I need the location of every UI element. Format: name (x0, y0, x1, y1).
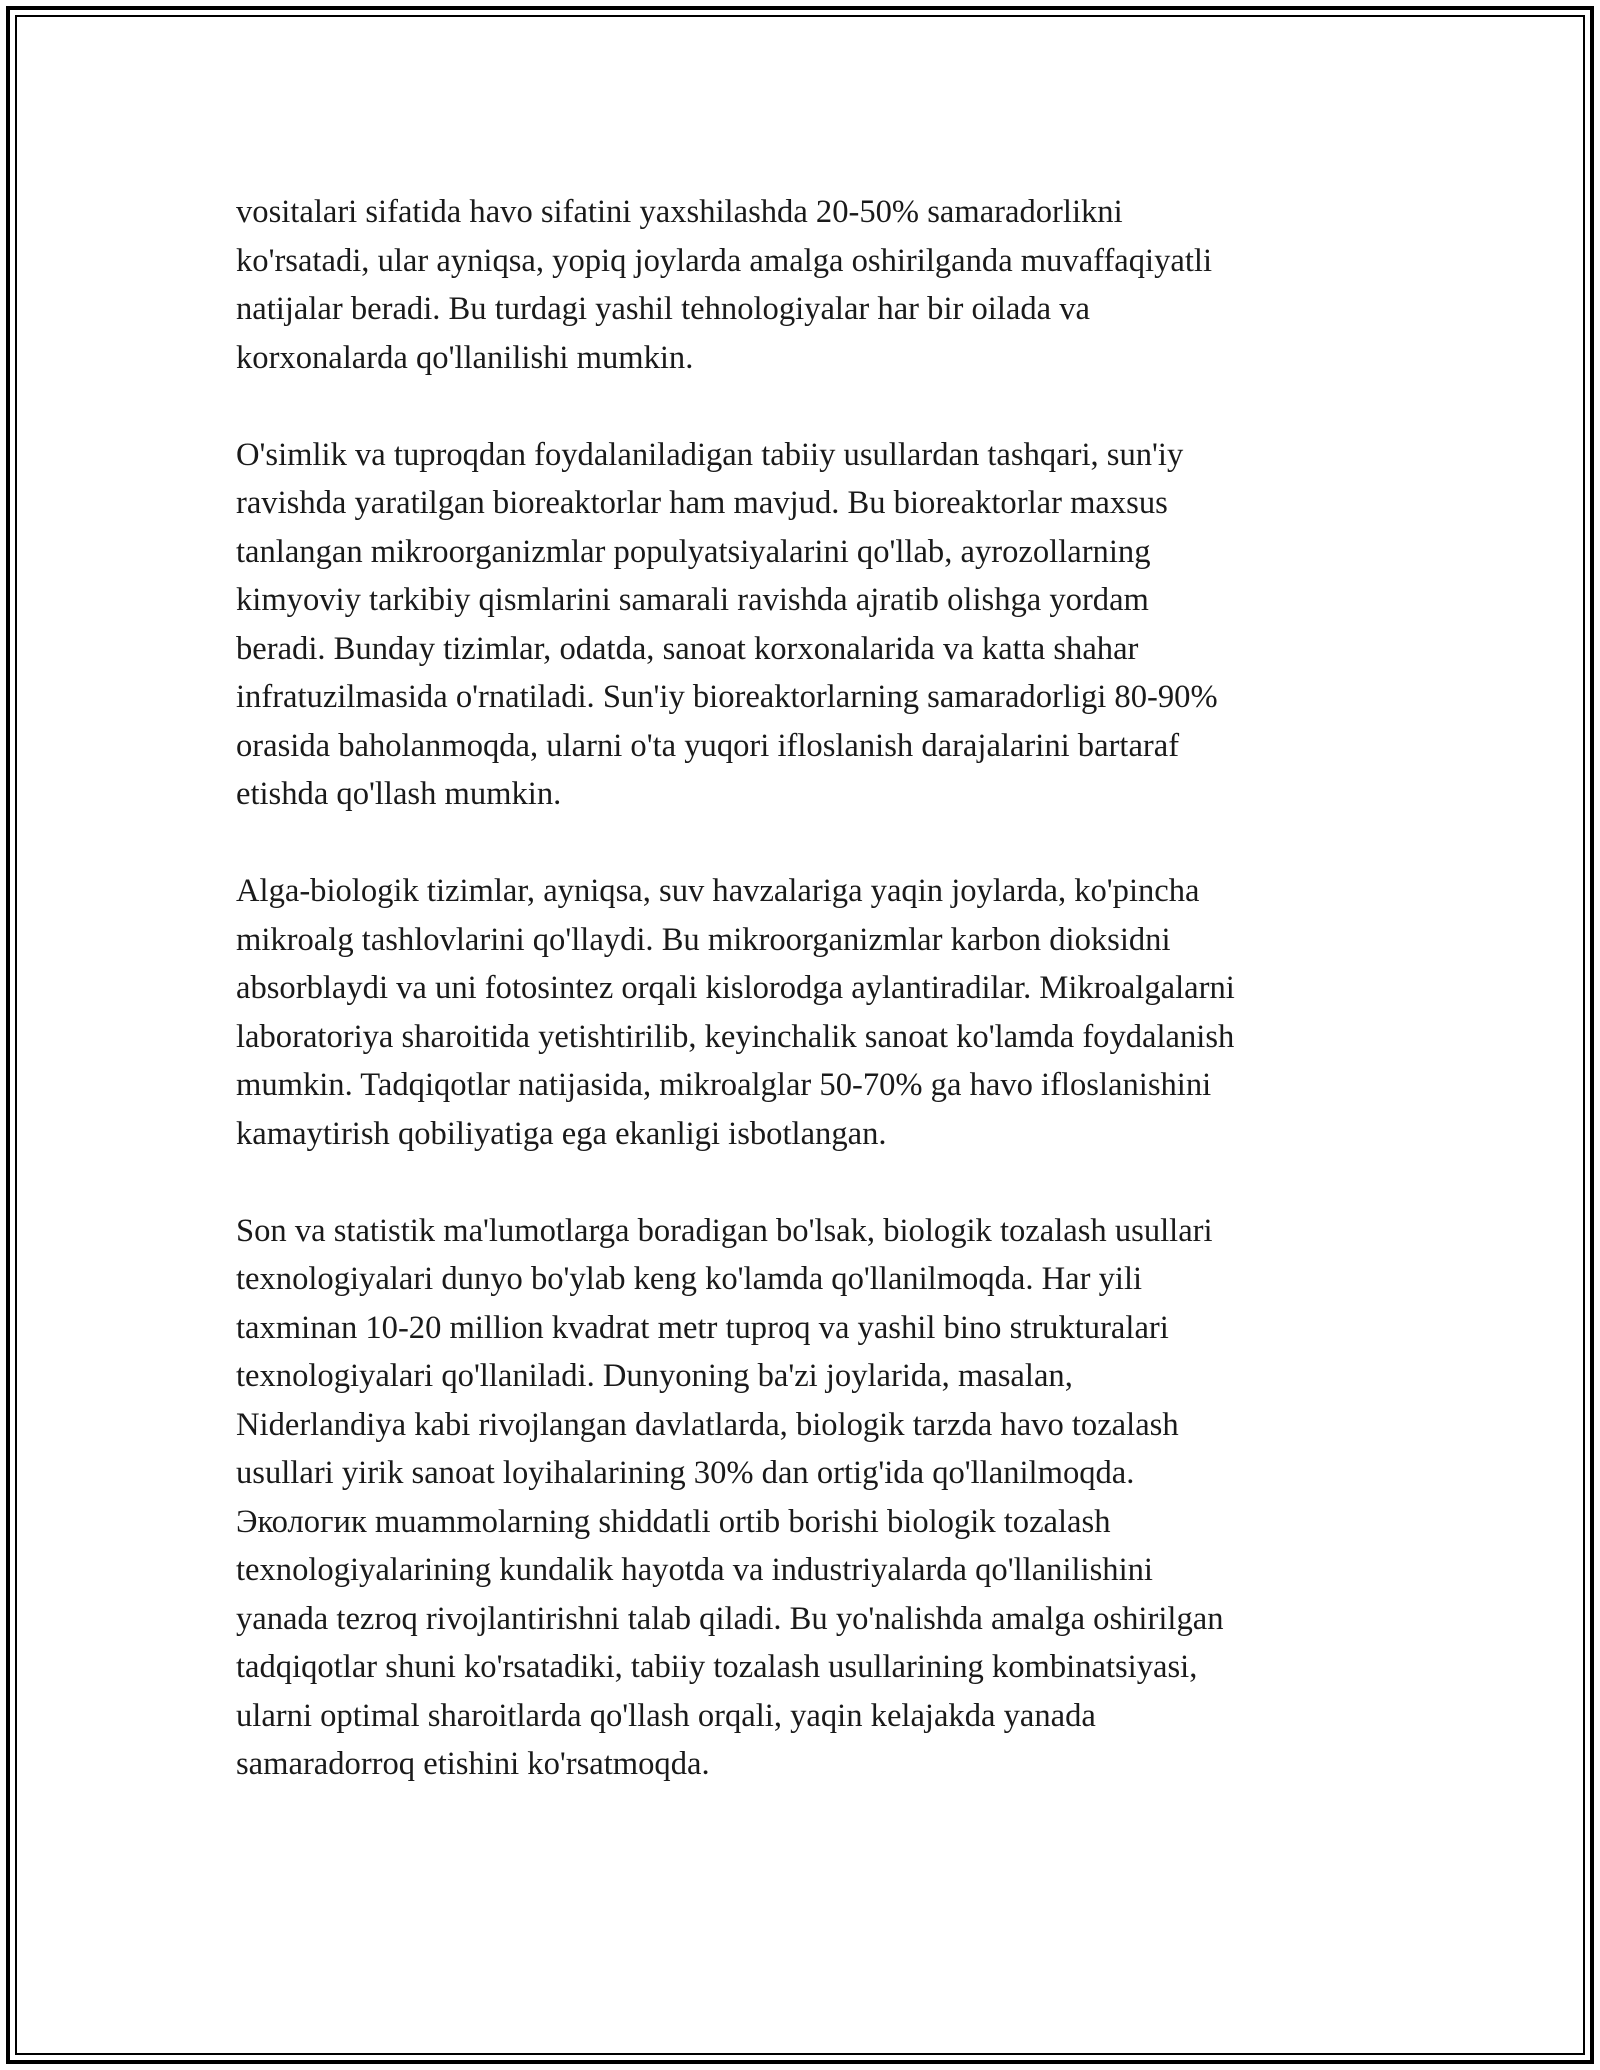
text-line: texnologiyalarining kundalik hayotda va industriyalarda qo'llanilishini (236, 1552, 1153, 1588)
paragraph (236, 867, 1406, 1158)
text-line: kimyoviy tarkibiy qismlarini samarali ravishda ajratib olishga yordam (236, 582, 1149, 618)
text-line: infratuzilmasida o'rnatiladi. Sun'iy bioreaktorlarning samaradorligi 80-90% (236, 679, 1218, 715)
paragraph (236, 1207, 1406, 1789)
text-line: Son va statistik ma'lumotlarga boradigan bo'lsak, biologik tozalash usullari (236, 1212, 1213, 1249)
text-line: ularni optimal sharoitlarda qo'llash orqali, yaqin kelajakda yanada (236, 1697, 1096, 1734)
text-line: beradi. Bunday tizimlar, odatda, sanoat korxonalarida va katta shahar (236, 630, 1139, 667)
text-line: ravishda yaratilgan bioreaktorlar ham mavjud. Bu bioreaktorlar maxsus (236, 485, 1168, 521)
text-line: absorblaydi va uni fotosintez orqali kislorodga aylantiradilar. Mikroalgalarni (236, 970, 1235, 1006)
text-line: usullari yirik sanoat loyihalarining 30% dan ortig'ida qo'llanilmoqda. (236, 1455, 1135, 1491)
text-line: Niderlandiya kabi rivojlangan davlatlarda, biologik tarzda havo tozalash (236, 1406, 1179, 1443)
text-line: taxminan 10-20 million kvadrat metr tuproq va yashil bino strukturalari (236, 1309, 1169, 1346)
text-line: etishda qo'llash mumkin. (236, 776, 562, 812)
text-line: texnologiyalari qo'llaniladi. Dunyoning ba'zi joylarida, masalan, (236, 1358, 1073, 1394)
text-line: Alga-biologik tizimlar, ayniqsa, suv havzalariga yaqin joylarda, ko'pincha (236, 873, 1200, 909)
text-line: mikroalg tashlovlarini qo'llaydi. Bu mikroorganizmlar karbon dioksidni (236, 921, 1171, 958)
text-line: mumkin. Tadqiqotlar natijasida, mikroalglar 50-70% ga havo ifloslanishini (236, 1067, 1212, 1103)
text-line: O'simlik va tuproqdan foydalaniladigan tabiiy usullardan tashqari, sun'iy (236, 436, 1184, 473)
text-line: korxonalarda qo'llanilishi mumkin. (236, 339, 694, 376)
text-line: samaradorroq etishini ko'rsatmoqda. (236, 1746, 710, 1782)
text-line: Экологик muammolarning shiddatli ortib borishi biologik tozalash (236, 1503, 1111, 1540)
text-line: vositalari sifatida havo sifatini yaxshilashda 20-50% samaradorlikni (236, 194, 1123, 230)
text-line: texnologiyalari dunyo bo'ylab keng ko'lamda qo'llanilmoqda. Har yili (236, 1261, 1143, 1297)
text-line: orasida baholanmoqda, ularni o'ta yuqori ifloslanish darajalarini bartaraf (236, 727, 1180, 764)
text-line: natijalar beradi. Bu turdagi yashil tehnologiyalar har bir oilada va (236, 291, 1090, 327)
text-line: yanada tezroq rivojlantirishni talab qiladi. Bu yo'nalishda amalga oshirilgan (236, 1600, 1224, 1637)
text-line: ko'rsatadi, ular ayniqsa, yopiq joylarda amalga oshirilganda muvaffaqiyatli (236, 242, 1212, 279)
text-line: laboratoriya sharoitida yetishtirilib, keyinchalik sanoat ko'lamda foydalanish (236, 1018, 1235, 1055)
text-line: tanlangan mikroorganizmlar populyatsiyalarini qo'llab, ayrozollarning (236, 533, 1151, 570)
text-line: kamaytirish qobiliyatiga ega ekanligi isbotlangan. (236, 1115, 887, 1152)
paragraph (236, 431, 1406, 819)
text-line: tadqiqotlar shuni ko'rsatadiki, tabiiy tozalash usullarining kombinatsiyasi, (236, 1649, 1198, 1685)
document-body (236, 188, 1406, 1837)
paragraph (236, 188, 1406, 382)
